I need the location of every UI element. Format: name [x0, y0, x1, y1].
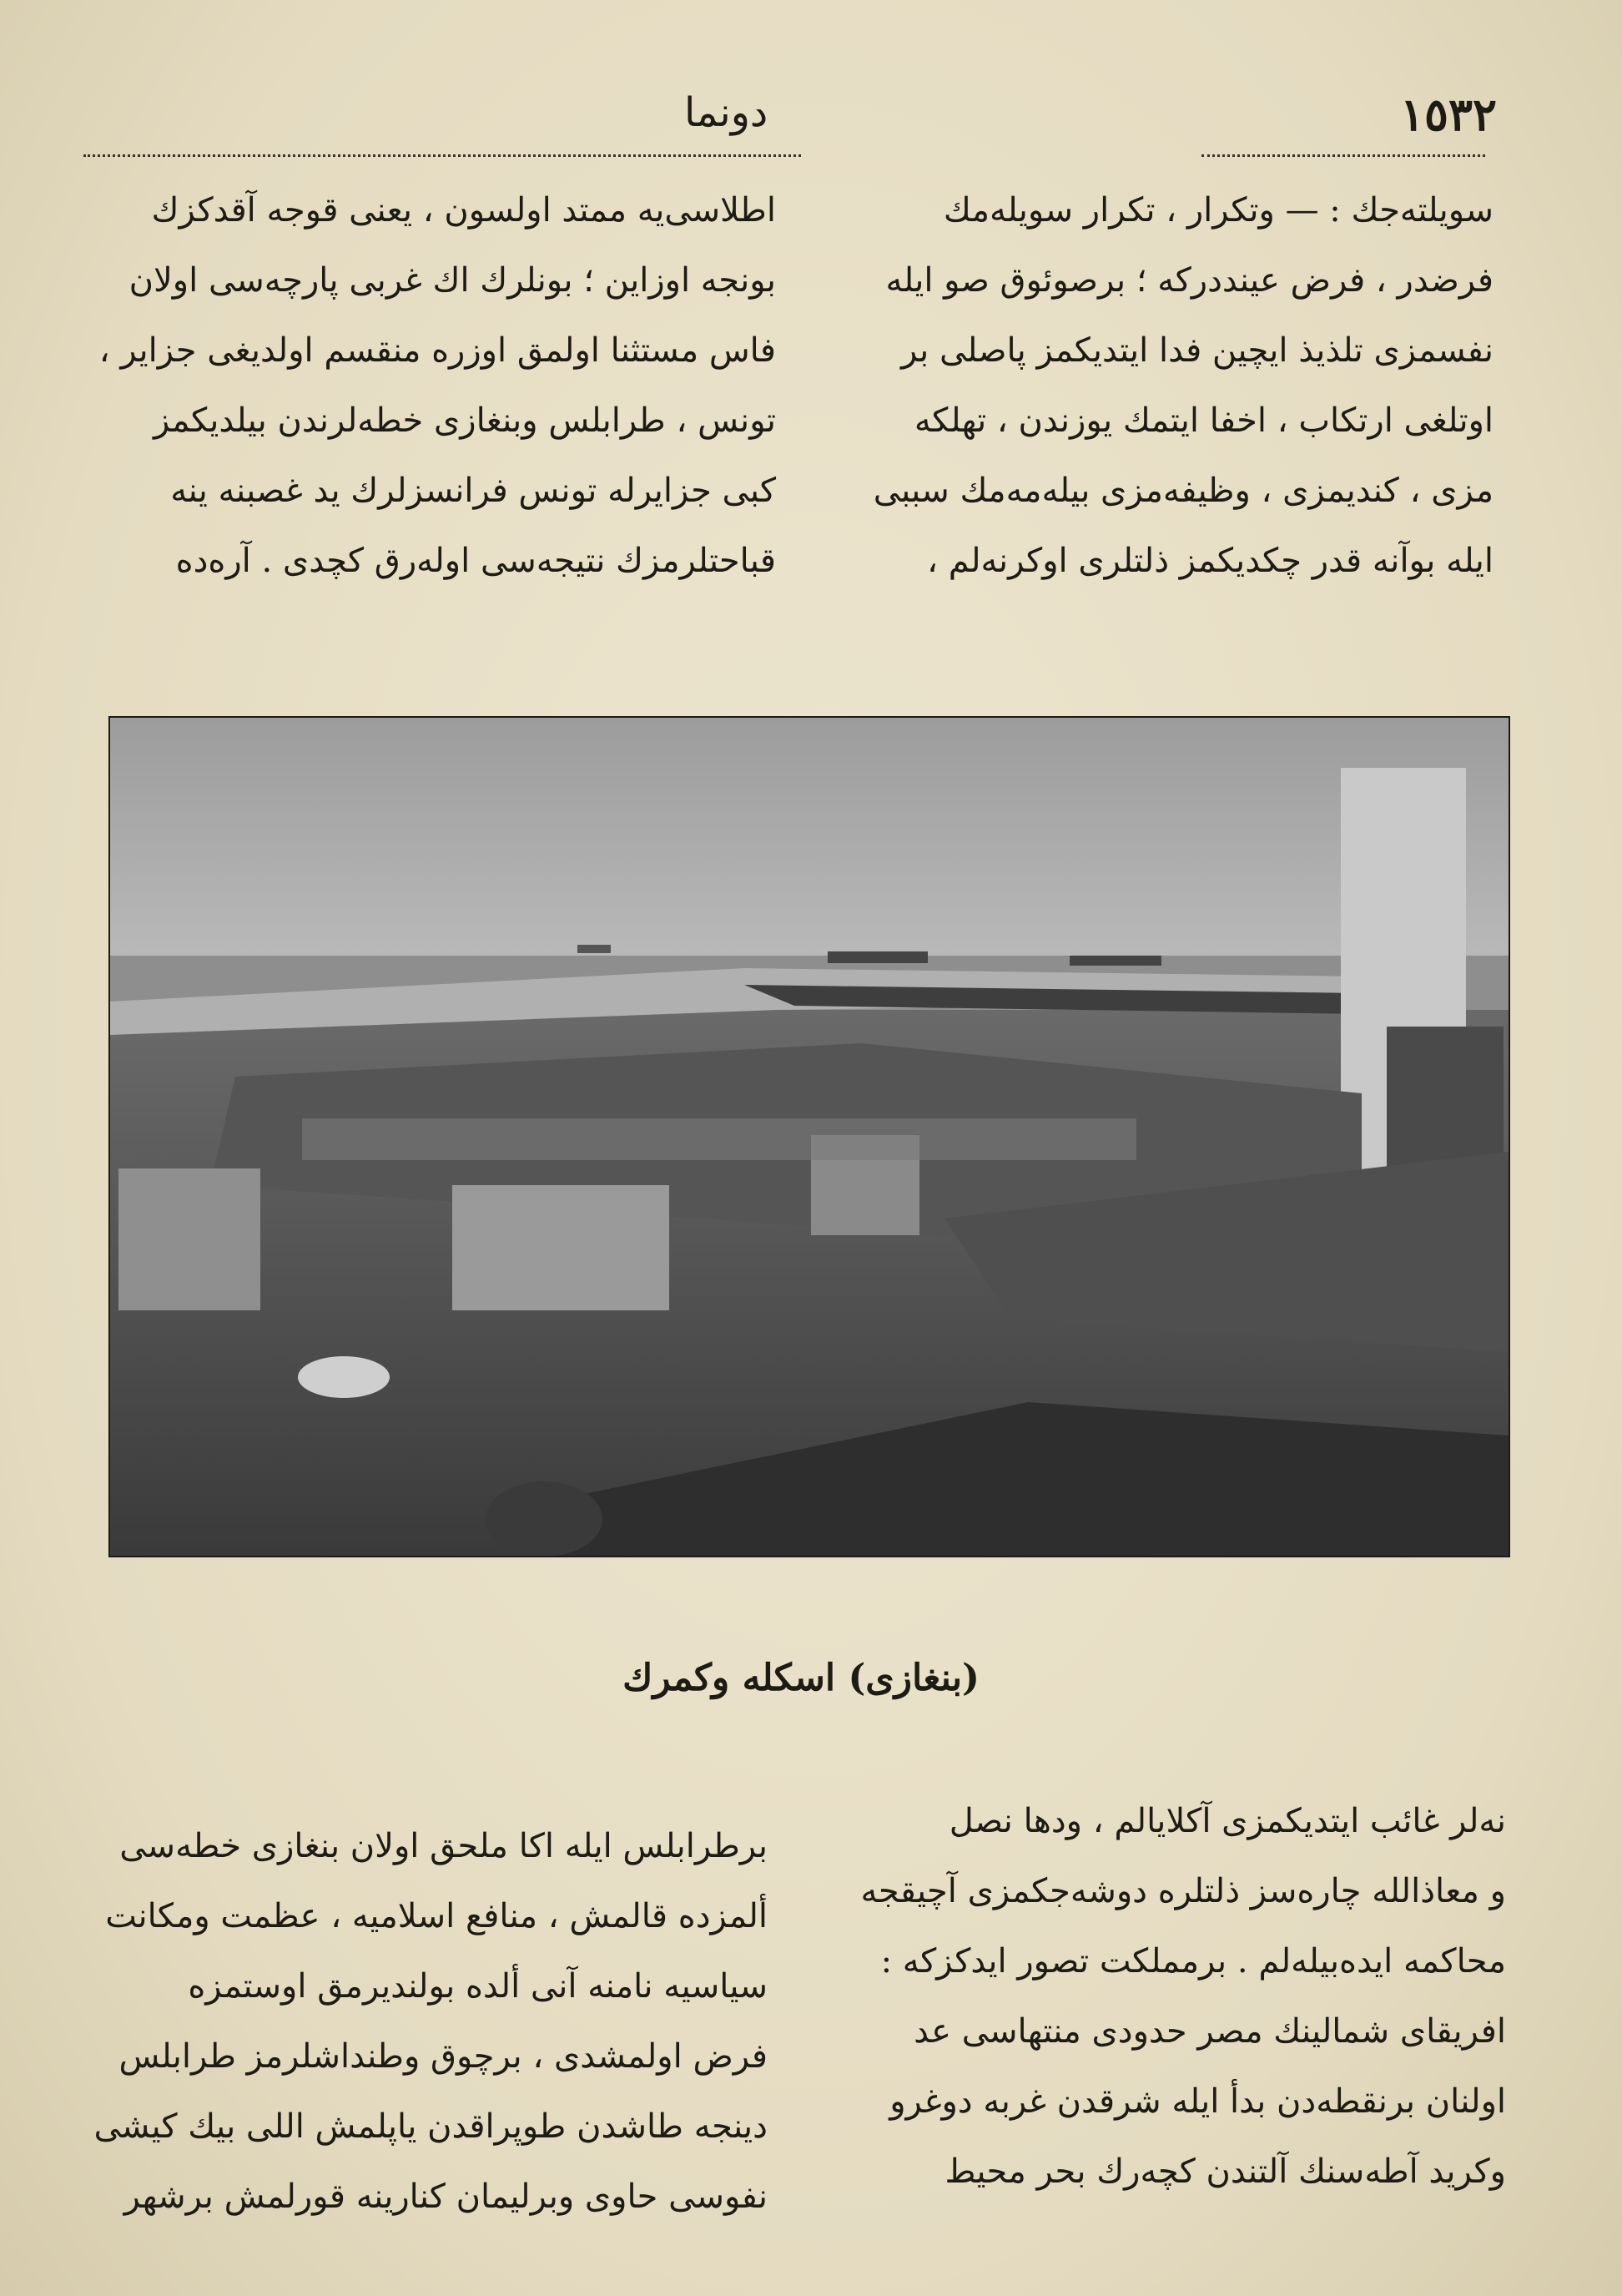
header-rule-right [1201, 154, 1485, 157]
bottom-right-column [860, 1786, 1506, 2207]
harbor-photograph-drawing [110, 718, 1509, 1556]
text-line: نه‌لر غائب ایتدیكمزی آكلایالم ، ودها نصل [949, 1802, 1506, 1840]
text-line: افریقای شمالینك مصر حدودی منتهاسی عد [914, 2012, 1506, 2051]
text-line: تونس ، طرابلس وبنغازی خطه‌لرندن بیلدیكمز [153, 401, 776, 440]
text-line: نفوسی حاوی وبرلیمان كنارینه قورلمش برشهر [123, 2177, 768, 2216]
text-line: ایله بوآنه قدر چكدیكمز ذلتلری اوكرنه‌لم ، [927, 542, 1494, 580]
page-header [0, 79, 1622, 163]
text-line: اطلاسی‌یه ممتد اولسون ، یعنی قوجه آقدكزك [151, 191, 776, 230]
text-line: نفسمزی تلذیذ ایچین فدا ایتدیكمز پاصلی بر [901, 331, 1494, 370]
harbor-photograph [110, 718, 1509, 1556]
top-left-column [98, 175, 776, 596]
header-rule-left [83, 154, 801, 157]
text-line: فاس مستثنا اولمق اوزره منقسم اولدیغی جزایر ، [98, 331, 776, 370]
text-line: ألمزده قالمش ، منافع اسلامیه ، عظمت ومكانت [105, 1897, 768, 1935]
text-line: دینجه طاشدن طوپراقدن یاپلمش اللی بیك كیشی [93, 2107, 768, 2146]
top-right-column [834, 175, 1494, 596]
text-line: وكرید آطه‌سنك آلتندن كچه‌رك بحر محیط [944, 2152, 1506, 2191]
text-line: قباحتلرمزك نتیجه‌سی اوله‌رق كچدی . آره‌ده [175, 542, 776, 580]
photo-caption: (بنغازی) اسكله وكمرك [622, 1657, 980, 1699]
text-line: اوتلغی ارتكاب ، اخفا ایتمك یوزندن ، تهلكه [914, 401, 1494, 440]
text-line: اولنان برنقطه‌دن بدأ ایله شرقدن غربه دوغرو [889, 2082, 1506, 2121]
text-line: سویلته‌جك : — وتكرار ، تكرار سویله‌مك [943, 191, 1494, 230]
text-line: فرضدر ، فرض عینددركه ؛ برصوئوق صو ایله [885, 261, 1494, 300]
text-line: سیاسیه نامنه آنی ألده بولندیرمق اوستمزه [188, 1967, 768, 2006]
text-line: مزی ، كندیمزی ، وظیفه‌مزی بیله‌مه‌مك سببی [873, 472, 1494, 510]
text-line: بونجه اوزاین ؛ بونلرك اك غربی پارچه‌سی اولان [128, 261, 776, 300]
text-line: كبی جزایرله تونس فرانسزلرك ید غصبنه ینه [170, 472, 776, 510]
text-line: برطرابلس ایله اكا ملحق اولان بنغازی خطه‌سی [119, 1827, 768, 1865]
text-line: فرض اولمشدی ، برچوق وطنداشلرمز طرابلس [118, 2037, 768, 2076]
bottom-left-column [93, 1811, 768, 2232]
page-number: ١٥٣٢ [1399, 88, 1497, 141]
text-line: محاكمه ایده‌بیله‌لم . برمملكت تصور ایدكزكه : [880, 1942, 1506, 1981]
text-line: و معاذالله چاره‌سز ذلتلره دوشه‌جكمزی آچیقجه [860, 1872, 1506, 1910]
journal-title: دونما [684, 89, 768, 136]
